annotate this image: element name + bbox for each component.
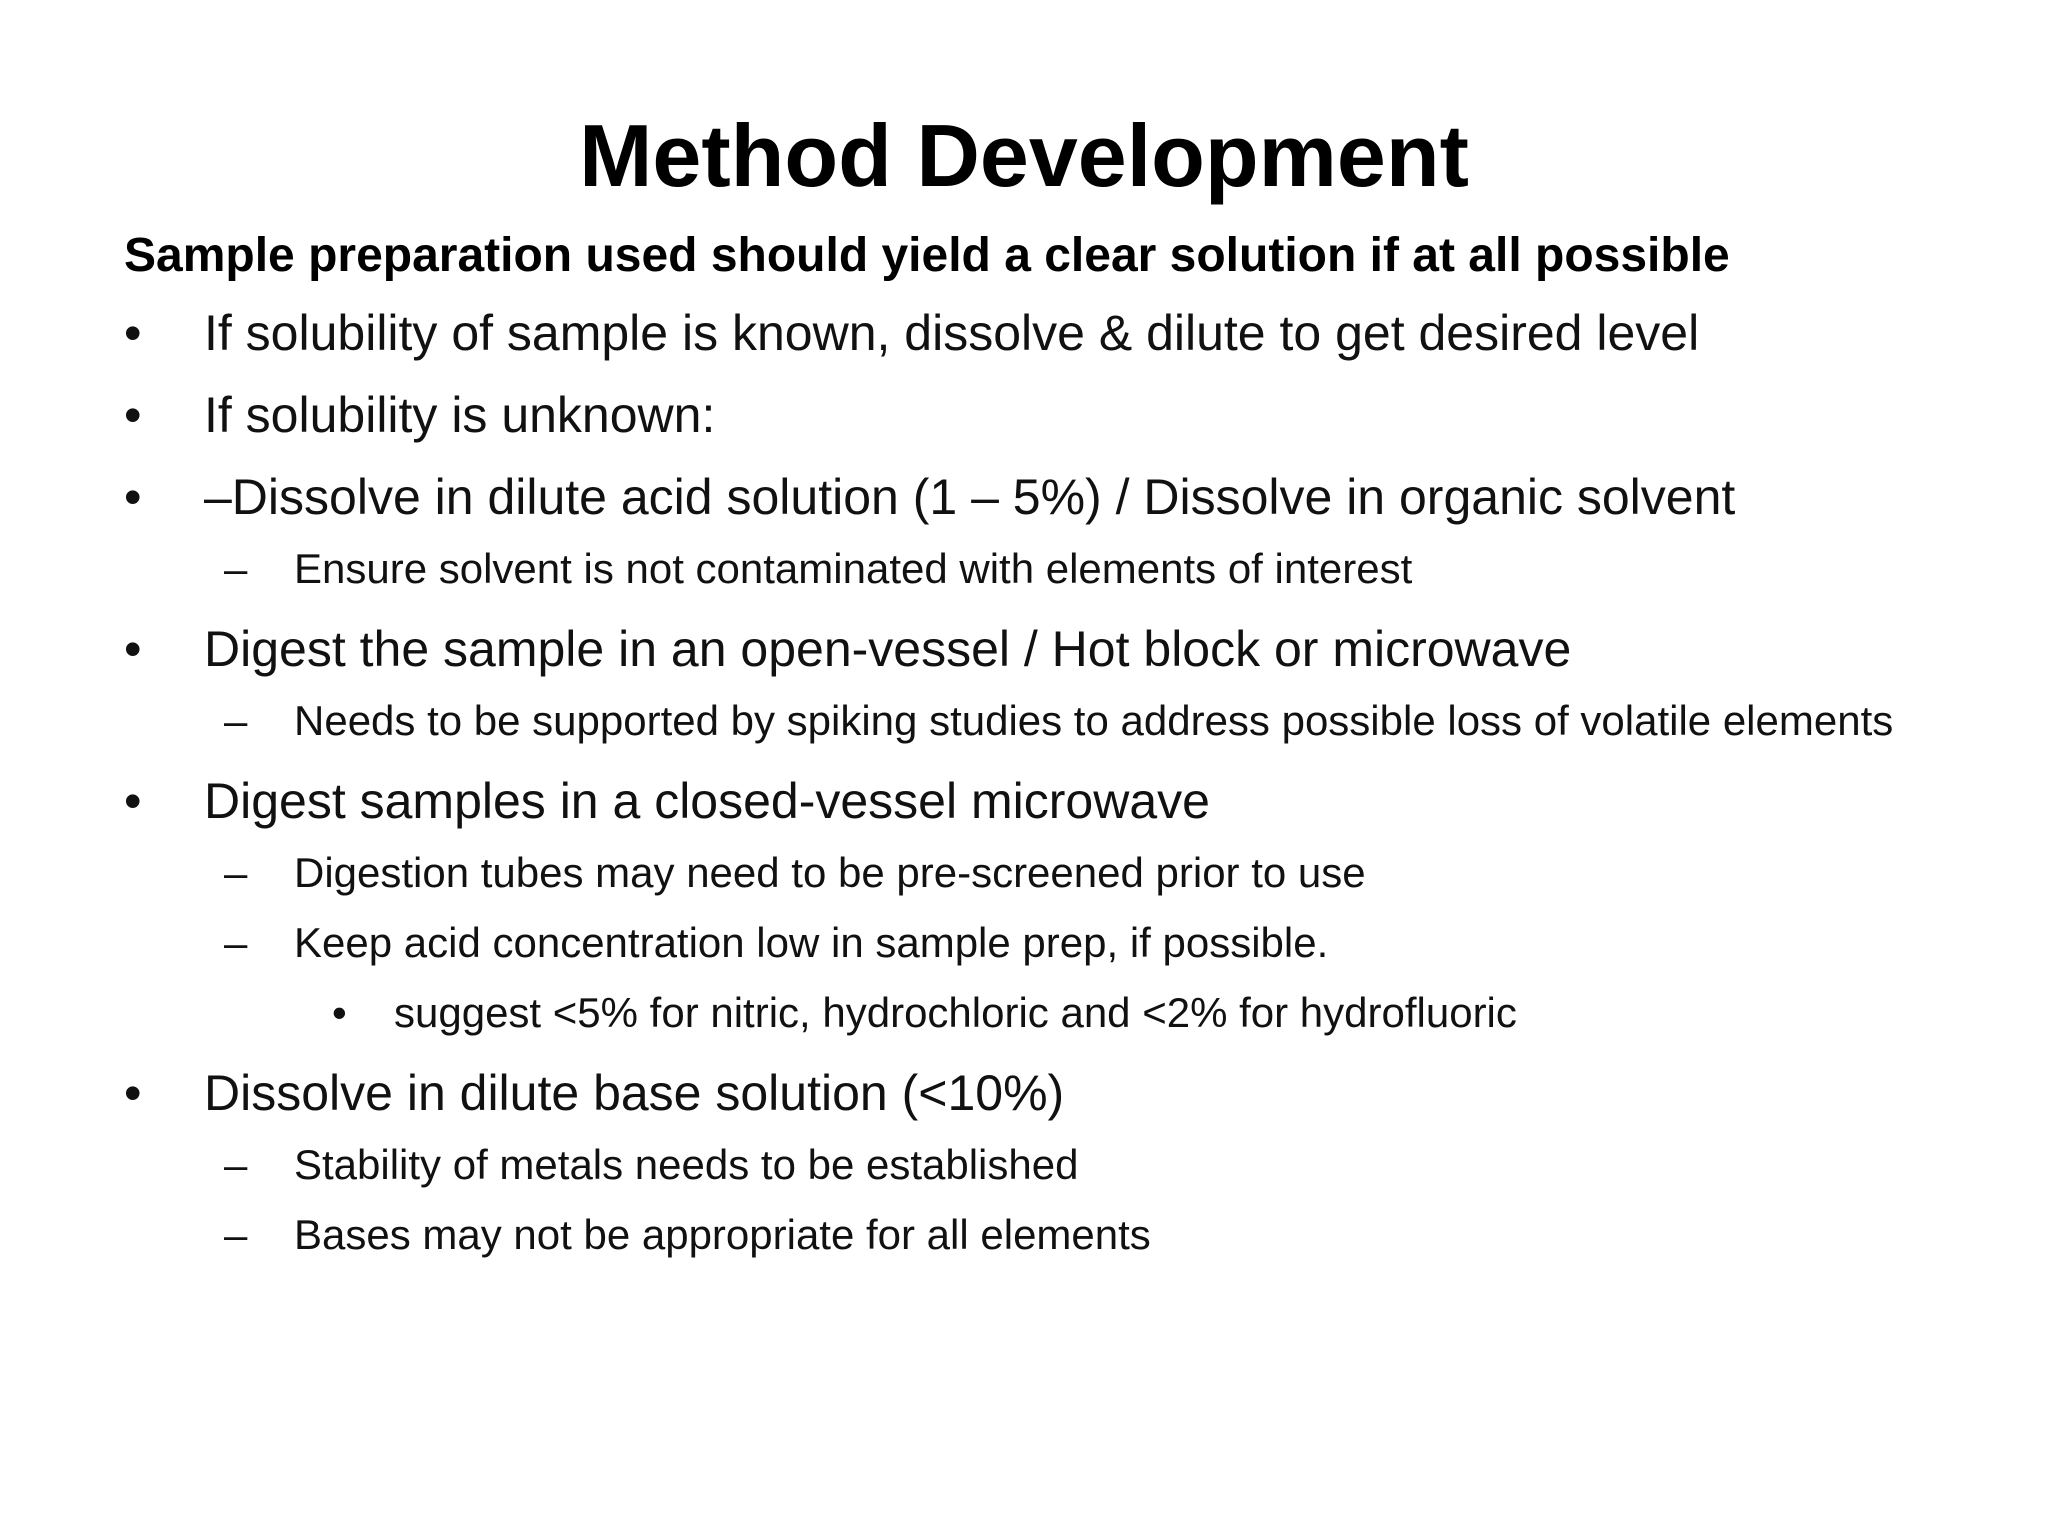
bullet-text: If solubility is unknown:	[204, 387, 716, 443]
bullet-list	[124, 300, 1924, 1266]
bullet-text: Dissolve in dilute base solution (<10%)	[204, 1065, 1065, 1121]
bullet-item	[124, 768, 1924, 834]
sub-bullet-item	[124, 690, 1924, 752]
bullet-marker: •	[124, 773, 142, 829]
bullet-marker: •	[124, 621, 142, 677]
sub-bullet-item	[124, 538, 1924, 600]
bullet-item	[124, 616, 1924, 682]
bullet-marker: •	[332, 989, 347, 1036]
slide-subtitle: Sample preparation used should yield a clear solution if at all possible	[124, 229, 1730, 282]
dash-marker: –	[224, 919, 248, 966]
dash-marker: –	[224, 1141, 248, 1188]
bullet-text: Digest samples in a closed-vessel microwave	[204, 773, 1210, 829]
dash-marker: –	[224, 1211, 248, 1258]
bullet-marker: •	[124, 387, 142, 443]
sub-bullet-item	[124, 842, 1924, 904]
bullet-text: Digest the sample in an open-vessel / Hot block or microwave	[204, 621, 1572, 677]
bullet-item	[124, 1060, 1924, 1126]
dash-marker: –	[224, 697, 248, 744]
dash-marker: –	[224, 849, 248, 896]
bullet-marker: •	[124, 305, 142, 361]
bullet-marker: •	[124, 469, 142, 525]
sub-bullet-text: Ensure solvent is not contaminated with elements of interest	[294, 545, 1413, 592]
bullet-item	[124, 382, 1924, 448]
slide-title: Method Development	[579, 106, 1469, 205]
sub-bullet-text: Bases may not be appropriate for all elements	[294, 1211, 1151, 1258]
bullet-text: –Dissolve in dilute acid solution (1 – 5%) / Dissolve in organic solvent	[204, 469, 1736, 525]
sub-sub-bullet-item	[124, 982, 1924, 1044]
bullet-text: If solubility of sample is known, dissolve & dilute to get desired level	[204, 305, 1700, 361]
sub-bullet-text: Stability of metals needs to be established	[294, 1141, 1079, 1188]
sub-bullet-text: Digestion tubes may need to be pre-screened prior to use	[294, 849, 1366, 896]
sub-bullet-text: Needs to be supported by spiking studies to address possible loss of volatile elements	[294, 697, 1894, 744]
sub-bullet-item	[124, 1134, 1924, 1196]
sub-bullet-text: Keep acid concentration low in sample prep, if possible.	[294, 919, 1329, 966]
bullet-marker: •	[124, 1065, 142, 1121]
sub-sub-bullet-text: suggest <5% for nitric, hydrochloric and <2% for hydrofluoric	[394, 989, 1517, 1036]
sub-bullet-item	[124, 1204, 1924, 1266]
sub-bullet-item	[124, 912, 1924, 974]
bullet-item	[124, 464, 1924, 530]
dash-marker: –	[224, 545, 248, 592]
bullet-item	[124, 300, 1924, 366]
